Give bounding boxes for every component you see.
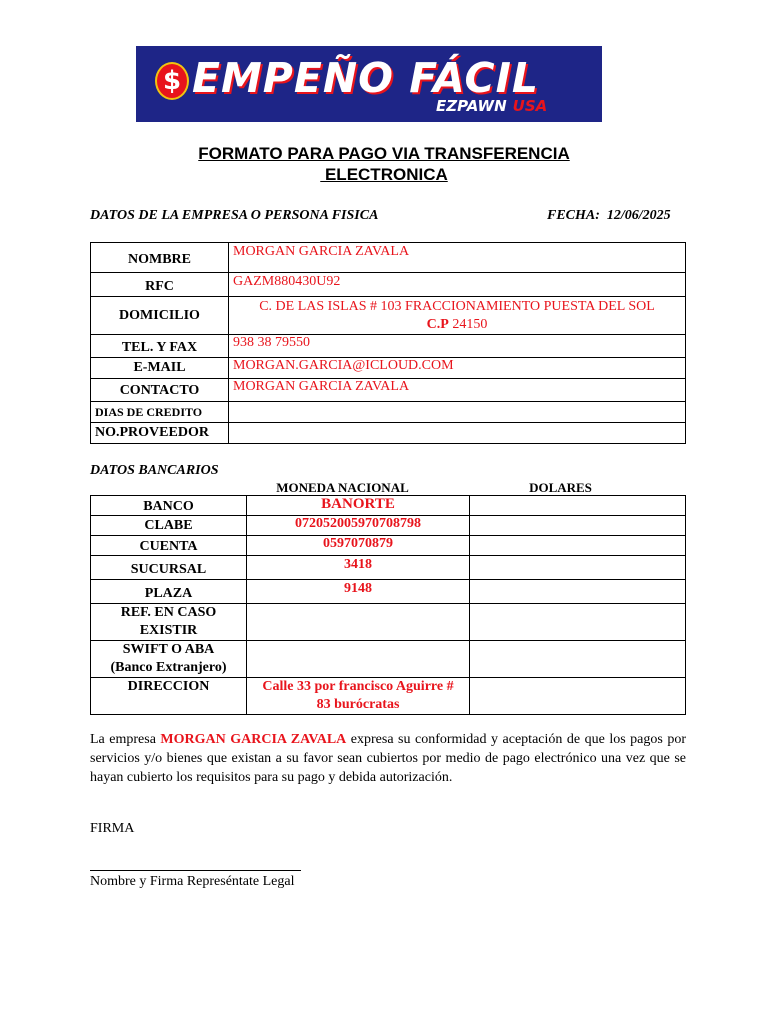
rfc-label: RFC [91, 273, 229, 297]
clabe-mn: 072052005970708798 [247, 516, 470, 536]
nombre-label: NOMBRE [91, 243, 229, 273]
signature-caption: Nombre y Firma Represéntate Legal [90, 874, 295, 889]
clabe-label: CLABE [91, 516, 247, 536]
table-row [91, 678, 686, 715]
section-company-label: DATOS DE LA EMPRESA O PERSONA FISICA [90, 208, 379, 223]
table-row [91, 297, 686, 335]
banco-usd [470, 496, 686, 516]
email-label: E-MAIL [91, 358, 229, 379]
proveedor-value [229, 423, 686, 444]
signature-line [90, 870, 301, 871]
contacto-label: CONTACTO [91, 379, 229, 402]
table-row [91, 423, 686, 444]
email-value: MORGAN.GARCIA@ICLOUD.COM [229, 358, 686, 379]
direccion-mn-line2: 83 burócratas [316, 697, 400, 712]
sucursal-mn: 3418 [247, 556, 470, 580]
document-title-line2: ELECTRONICA [320, 165, 448, 184]
consent-paragraph [90, 730, 690, 787]
swift-mn [247, 641, 470, 678]
col-moneda-nacional: MONEDA NACIONAL [276, 480, 409, 495]
rfc-value: GAZM880430U92 [229, 273, 686, 297]
cuenta-label: CUENTA [91, 536, 247, 556]
firma-label: FIRMA [90, 821, 135, 836]
cuenta-usd [470, 536, 686, 556]
table-row [91, 358, 686, 379]
contacto-value: MORGAN GARCIA ZAVALA [229, 379, 686, 402]
swift-usd [470, 641, 686, 678]
logo-subtext [436, 97, 547, 115]
ref-usd [470, 604, 686, 641]
table-row [91, 402, 686, 423]
direccion-mn [247, 678, 470, 715]
sucursal-label: SUCURSAL [91, 556, 247, 580]
logo-sub-red: USA [512, 97, 548, 115]
banco-label: BANCO [91, 496, 247, 516]
table-row [91, 335, 686, 358]
table-row [91, 604, 686, 641]
domicilio-address: C. DE LAS ISLAS # 103 FRACCIONAMIENTO PUESTA DEL SOL [259, 299, 655, 314]
company-table [90, 242, 686, 444]
plaza-usd [470, 580, 686, 604]
dias-label: DIAS DE CREDITO [91, 402, 229, 423]
swift-label-line2: (Banco Extranjero) [110, 660, 227, 675]
plaza-label: PLAZA [91, 580, 247, 604]
direccion-label: DIRECCION [91, 678, 247, 715]
nombre-value: MORGAN GARCIA ZAVALA [229, 243, 686, 273]
logo-main-text: EMPEÑO FÁCIL [192, 54, 539, 102]
dollar-coin-icon: $ [155, 62, 189, 100]
cp-label: C.P [426, 317, 449, 332]
paragraph-company: MORGAN GARCIA ZAVALA [160, 732, 347, 747]
clabe-usd [470, 516, 686, 536]
tel-value: 938 38 79550 [229, 335, 686, 358]
company-logo [136, 46, 602, 122]
table-row [91, 516, 686, 536]
table-row [91, 536, 686, 556]
document-title-line1: FORMATO PARA PAGO VIA TRANSFERENCIA [198, 144, 570, 163]
dias-value [229, 402, 686, 423]
domicilio-value [229, 297, 686, 335]
table-row [91, 641, 686, 678]
table-row [91, 379, 686, 402]
sucursal-usd [470, 556, 686, 580]
proveedor-label: NO.PROVEEDOR [91, 423, 229, 444]
swift-label-line1: SWIFT O ABA [122, 642, 215, 657]
paragraph-after: expresa su conformidad y aceptación de que los pagos por servicios y/o bienes que existan a su favor sean cubiertos por medio de pago electrónico una vez que se hayan cubierto los requisitos para su pago y debida autorización. [90, 732, 690, 785]
table-row [91, 580, 686, 604]
table-row [91, 273, 686, 297]
ref-label [91, 604, 247, 641]
section-bank-label: DATOS BANCARIOS [90, 463, 219, 478]
ref-mn [247, 604, 470, 641]
table-row [91, 496, 686, 516]
logo-sub-white: EZPAWN [436, 97, 507, 115]
table-row [91, 556, 686, 580]
bank-table [90, 495, 686, 715]
table-row [91, 243, 686, 273]
direccion-mn-line1: Calle 33 por francisco Aguirre # [262, 679, 454, 694]
ref-label-line1: REF. EN CASO [120, 605, 217, 620]
domicilio-label: DOMICILIO [91, 297, 229, 335]
tel-label: TEL. Y FAX [91, 335, 229, 358]
direccion-usd [470, 678, 686, 715]
cp-value: 24150 [448, 317, 488, 332]
cuenta-mn: 0597070879 [247, 536, 470, 556]
col-dolares: DOLARES [529, 480, 592, 495]
date-label: FECHA: [547, 208, 600, 223]
ref-label-line2: EXISTIR [139, 623, 198, 638]
date-value: 12/06/2025 [606, 208, 671, 223]
swift-label [91, 641, 247, 678]
date-field [547, 207, 671, 225]
paragraph-before: La empresa [90, 732, 161, 747]
plaza-mn: 9148 [247, 580, 470, 604]
banco-mn: BANORTE [247, 496, 470, 516]
